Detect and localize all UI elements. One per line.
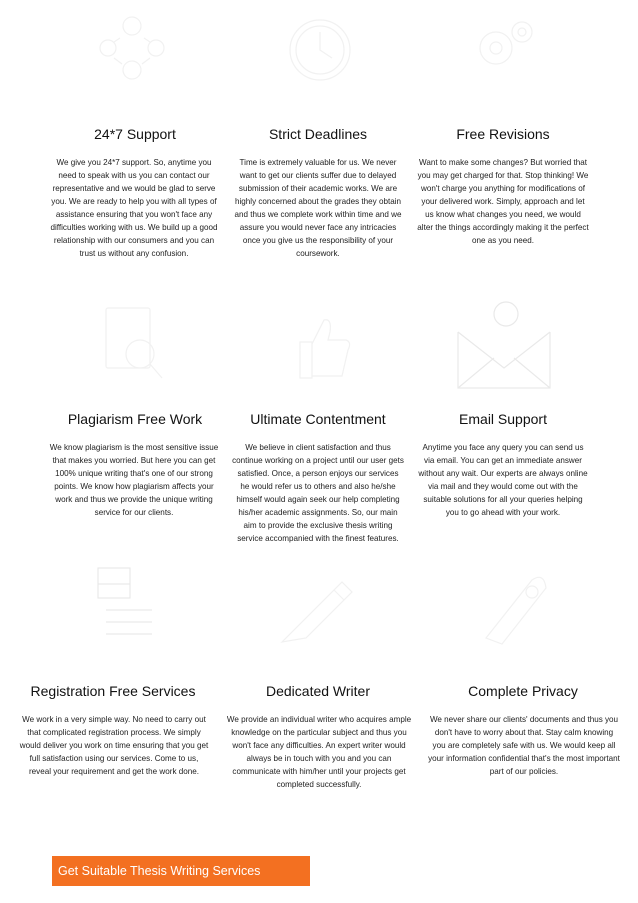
feature-title: Plagiarism Free Work — [67, 411, 203, 427]
thumbs-up-icon — [282, 298, 362, 388]
get-thesis-writing-services-button[interactable]: Get Suitable Thesis Writing Services — [52, 856, 310, 886]
feature-description: We give you 24*7 support. So, anytime you need to speak with us you can contact our representative and we would be glad to serve you. We are ready to help you with all types of assistance ensuring that you won't face any difficulties working with us. We build up a good relationship with our consumers and you can trust us without any confusion. — [50, 158, 218, 258]
feature-title: Ultimate Contentment — [250, 411, 386, 427]
feature-description: Want to make some changes? But worried that you may get charged for that. Stop thinking! We won't charge you anything for modifications of your delivered work. Simply, approach and let us know what changes you need, we would alter the things accordingly making it the perfect one as you need. — [417, 158, 589, 245]
feature-description: Time is extremely valuable for us. We never want to get our clients suffer due to delayed submission of their academic works. We are highly concerned about the grades they obtain and thus we complete work within time and we assure you would never face any intricacies once you give us the responsibility of your coursework. — [234, 158, 402, 258]
feature-description: We work in a very simple way. No need to carry out that complicated registration process. We simply would deliver you work on time ensuring that you get full satisfaction using our services. Come to us, reveal your requirement and get the work done. — [19, 715, 209, 776]
feature-title: Strict Deadlines — [268, 126, 368, 142]
feature-title: 24*7 Support — [94, 126, 176, 142]
privacy-lock-icon — [476, 562, 556, 652]
email-icon — [454, 292, 554, 392]
feature-description: Anytime you face any query you can send us via email. You can get an immediate answer without any wait. Our experts are always online via mail and they would come out with the suitable solutions for all your queries helping you to go ahead with your work. — [418, 443, 588, 517]
team-support-icon — [92, 8, 172, 92]
feature-title: Complete Privacy — [468, 683, 578, 699]
pen-writer-icon — [272, 562, 362, 652]
clock-icon — [282, 8, 358, 92]
feature-description: We know plagiarism is the most sensitive issue that makes you worried. But here you can get 100% unique writing that's one of our strong points. We know how plagiarism affects your work and thus we provide the unique writing service for our clients. — [49, 443, 219, 517]
feature-title: Email Support — [459, 411, 547, 427]
feature-title: Free Revisions — [456, 126, 550, 142]
feature-title: Dedicated Writer — [265, 683, 370, 699]
search-document-icon — [92, 298, 172, 388]
feature-description: We provide an individual writer who acquires ample knowledge on the particular subject and thus you won't face any difficulties. An expert writer would always be in touch with you and you can communicate with him/her until your projects get completed successfully. — [226, 715, 412, 789]
feature-description: We never share our clients' documents and thus you don't have to worry about that. Stay calm knowing you are completely safe with us. We would keep all your information confidential that's the most important part of our policies. — [428, 715, 620, 776]
feature-title: Registration Free Services — [30, 683, 196, 699]
feature-description: We believe in client satisfaction and thus continue working on a project until our user gets satisfied. Once, a person enjoys our services he would refer us to others and also he/she himself would again seek our help completing his/her academic assignments. So, our main aim to provide the exclusive thesis writing service accompanied with the finest features. — [232, 443, 404, 543]
registration-form-icon — [92, 562, 172, 652]
gears-icon — [466, 8, 546, 92]
